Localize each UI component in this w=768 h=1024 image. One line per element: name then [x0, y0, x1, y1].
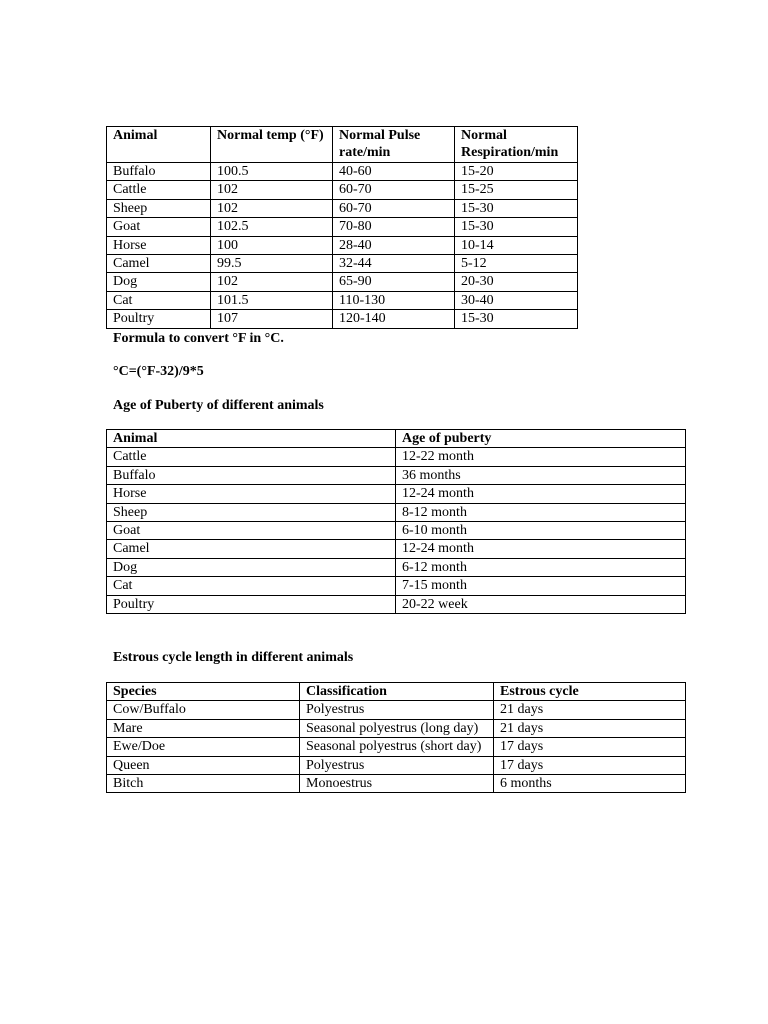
- table-cell: 60-70: [333, 181, 455, 199]
- table-cell: 15-30: [455, 310, 578, 328]
- table-row: [107, 448, 686, 466]
- table-cell: Goat: [107, 218, 211, 236]
- table-cell: 20-22 week: [396, 595, 686, 613]
- column-header: Normal Respiration/min: [455, 127, 578, 163]
- table-cell: Bitch: [107, 775, 300, 793]
- vitals-table: [106, 126, 578, 329]
- column-header: Classification: [300, 683, 494, 701]
- table-cell: Sheep: [107, 199, 211, 217]
- table-cell: 36 months: [396, 466, 686, 484]
- table-cell: Sheep: [107, 503, 396, 521]
- table-cell: Seasonal polyestrus (short day): [300, 738, 494, 756]
- table-cell: 102: [211, 181, 333, 199]
- table-cell: Camel: [107, 255, 211, 273]
- column-header: Age of puberty: [396, 430, 686, 448]
- table-row: [107, 522, 686, 540]
- table-cell: 6-12 month: [396, 558, 686, 576]
- table-cell: 21 days: [494, 719, 686, 737]
- table-row: [107, 310, 578, 328]
- table-cell: 28-40: [333, 236, 455, 254]
- table-cell: 15-25: [455, 181, 578, 199]
- table-cell: 110-130: [333, 291, 455, 309]
- table-cell: 5-12: [455, 255, 578, 273]
- table-cell: 40-60: [333, 163, 455, 181]
- formula-equation: °C=(°F-32)/9*5: [113, 364, 204, 379]
- table-cell: Buffalo: [107, 466, 396, 484]
- table-cell: 32-44: [333, 255, 455, 273]
- puberty-table: [106, 429, 686, 614]
- table-header-row: [107, 127, 578, 163]
- formula-heading: Formula to convert °F in °C.: [113, 331, 284, 346]
- table-header-row: [107, 430, 686, 448]
- table-row: [107, 738, 686, 756]
- table-cell: Buffalo: [107, 163, 211, 181]
- table-cell: Cattle: [107, 448, 396, 466]
- table-cell: 15-30: [455, 218, 578, 236]
- table-cell: Queen: [107, 756, 300, 774]
- puberty-heading: Age of Puberty of different animals: [113, 398, 324, 413]
- table-cell: 102.5: [211, 218, 333, 236]
- table-row: [107, 756, 686, 774]
- table-cell: 120-140: [333, 310, 455, 328]
- table-cell: Ewe/Doe: [107, 738, 300, 756]
- table-cell: Polyestrus: [300, 756, 494, 774]
- table-cell: 21 days: [494, 701, 686, 719]
- table-cell: 6-10 month: [396, 522, 686, 540]
- table-cell: Cow/Buffalo: [107, 701, 300, 719]
- column-header: Animal: [107, 127, 211, 163]
- table-cell: 15-30: [455, 199, 578, 217]
- table-cell: 101.5: [211, 291, 333, 309]
- table-cell: Polyestrus: [300, 701, 494, 719]
- table-row: [107, 236, 578, 254]
- table-row: [107, 485, 686, 503]
- table-cell: 15-20: [455, 163, 578, 181]
- table-cell: 7-15 month: [396, 577, 686, 595]
- table-cell: 12-24 month: [396, 485, 686, 503]
- column-header: Animal: [107, 430, 396, 448]
- estrous-heading: Estrous cycle length in different animals: [113, 650, 354, 665]
- table-cell: 70-80: [333, 218, 455, 236]
- table-row: [107, 218, 578, 236]
- table-cell: 65-90: [333, 273, 455, 291]
- table-cell: Cattle: [107, 181, 211, 199]
- table-cell: 17 days: [494, 756, 686, 774]
- table-cell: 107: [211, 310, 333, 328]
- table-cell: 100: [211, 236, 333, 254]
- table-row: [107, 540, 686, 558]
- estrous-table: [106, 682, 686, 793]
- table-cell: 10-14: [455, 236, 578, 254]
- column-header: Normal temp (°F): [211, 127, 333, 163]
- table-cell: Horse: [107, 236, 211, 254]
- table-cell: 8-12 month: [396, 503, 686, 521]
- table-row: [107, 199, 578, 217]
- table-cell: Monoestrus: [300, 775, 494, 793]
- table-header-row: [107, 683, 686, 701]
- table-cell: 12-22 month: [396, 448, 686, 466]
- table-row: [107, 577, 686, 595]
- table-row: [107, 719, 686, 737]
- table-cell: 99.5: [211, 255, 333, 273]
- table-cell: 12-24 month: [396, 540, 686, 558]
- table-cell: Poultry: [107, 310, 211, 328]
- table-row: [107, 595, 686, 613]
- table-row: [107, 163, 578, 181]
- column-header: Species: [107, 683, 300, 701]
- table-cell: Camel: [107, 540, 396, 558]
- table-cell: Cat: [107, 577, 396, 595]
- table-row: [107, 775, 686, 793]
- table-cell: 30-40: [455, 291, 578, 309]
- table-row: [107, 181, 578, 199]
- table-cell: 17 days: [494, 738, 686, 756]
- table-cell: Poultry: [107, 595, 396, 613]
- table-cell: Goat: [107, 522, 396, 540]
- table-row: [107, 291, 578, 309]
- column-header: Normal Pulse rate/min: [333, 127, 455, 163]
- table-cell: 20-30: [455, 273, 578, 291]
- table-row: [107, 466, 686, 484]
- table-cell: 100.5: [211, 163, 333, 181]
- table-cell: Seasonal polyestrus (long day): [300, 719, 494, 737]
- table-cell: Cat: [107, 291, 211, 309]
- table-cell: Horse: [107, 485, 396, 503]
- table-row: [107, 558, 686, 576]
- table-row: [107, 255, 578, 273]
- table-cell: 60-70: [333, 199, 455, 217]
- column-header: Estrous cycle: [494, 683, 686, 701]
- table-row: [107, 701, 686, 719]
- table-cell: Mare: [107, 719, 300, 737]
- table-row: [107, 503, 686, 521]
- table-cell: 102: [211, 273, 333, 291]
- table-cell: Dog: [107, 558, 396, 576]
- table-cell: 102: [211, 199, 333, 217]
- table-row: [107, 273, 578, 291]
- table-cell: 6 months: [494, 775, 686, 793]
- table-cell: Dog: [107, 273, 211, 291]
